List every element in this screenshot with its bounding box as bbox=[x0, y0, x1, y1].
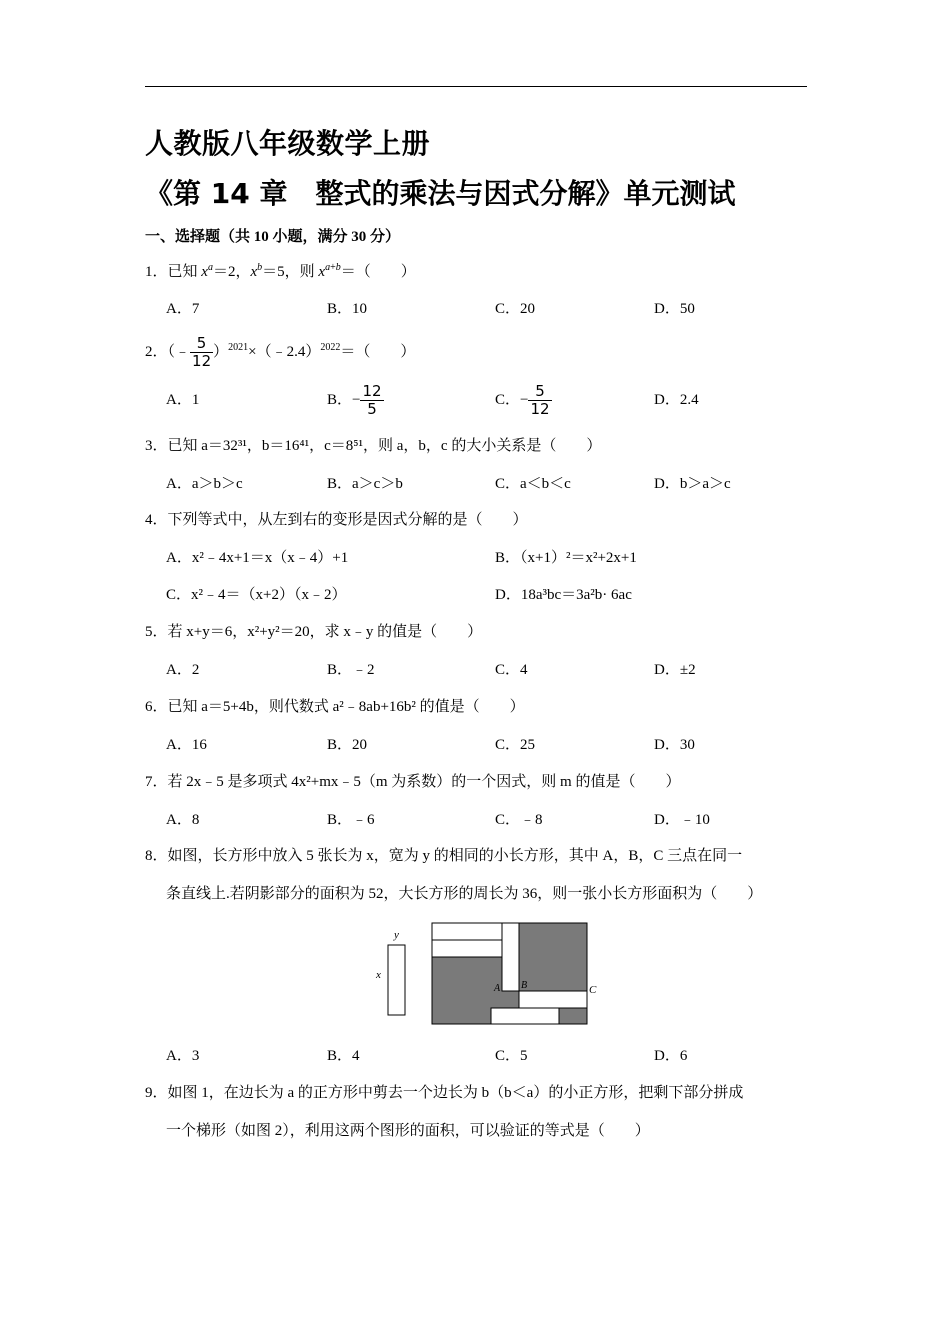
q4-option-c: C．x²﹣4＝（x+2）（x﹣2） bbox=[166, 587, 347, 603]
q6-option-b: B．20 bbox=[327, 737, 368, 753]
q1-option-c: C．20 bbox=[495, 301, 536, 317]
question-3: 3．已知 a＝32³¹，b＝16⁴¹，c＝8⁵¹，则 a，b，c 的大小关系是（ ） bbox=[145, 438, 602, 454]
small-rectangle bbox=[388, 945, 405, 1015]
q6-option-d: D．30 bbox=[654, 737, 695, 753]
q4-option-a: A．x²﹣4x+1＝x（x﹣4）+1 bbox=[166, 550, 349, 566]
question-8-line2: 条直线上.若阴影部分的面积为 52，大长方形的周长为 36，则一张小长方形面积为（ ） bbox=[166, 886, 763, 902]
label-C: C bbox=[589, 984, 597, 996]
question-8-line1: 8．如图，长方形中放入 5 张长为 x，宽为 y 的相同的小长方形，其中 A，B，C 三点在同一 bbox=[145, 848, 743, 864]
q4-option-b: B．（x+1）²＝x²+2x+1 bbox=[495, 550, 637, 566]
page-subtitle: 《第 14 章 整式的乘法与因式分解》单元测试 bbox=[145, 177, 736, 210]
question-2: 2．（﹣ $\frac{5}{12}$ ）$^{2021}$×（﹣2.4）$^{2022}$＝（ ） bbox=[145, 334, 416, 371]
q6-option-c: C．25 bbox=[495, 737, 536, 753]
rect-bottom bbox=[491, 1008, 559, 1024]
q7-option-c: C．﹣8 bbox=[495, 812, 543, 828]
question-1: 1．已知 $x^a=2$，$x^b=5$，则 $x^{a+b}=$（ ） bbox=[145, 262, 416, 280]
q5-option-a: A．2 bbox=[166, 662, 200, 678]
label-x: x bbox=[376, 969, 381, 981]
label-B: B bbox=[521, 980, 528, 991]
question-9-line1: 9．如图 1，在边长为 a 的正方形中剪去一个边长为 b（b＜a）的小正方形，把剩下部分拼成 bbox=[145, 1085, 744, 1101]
rect-middle bbox=[519, 991, 587, 1008]
page-title: 人教版八年级数学上册 bbox=[145, 127, 431, 160]
question-7: 7．若 2x﹣5 是多项式 4x²+mx﹣5（m 为系数）的一个因式，则 m 的值是（ ） bbox=[145, 774, 681, 790]
label-A: A bbox=[494, 983, 501, 994]
q4-option-d: D．18a³bc＝3a²b· 6ac bbox=[495, 587, 632, 603]
q2-option-b: B．− $\frac{12}{5}$ bbox=[327, 382, 382, 419]
question-9-line2: 一个梯形（如图 2），利用这两个图形的面积，可以验证的等式是（ ） bbox=[166, 1123, 650, 1139]
q7-option-a: A．8 bbox=[166, 812, 200, 828]
q3-option-a: A．a＞b＞c bbox=[166, 476, 243, 492]
q7-option-d: D．﹣10 bbox=[654, 812, 710, 828]
question-4: 4．下列等式中，从左到右的变形是因式分解的是（ ） bbox=[145, 512, 528, 528]
q2-option-a: A．1 bbox=[166, 392, 200, 408]
q8-option-c: C．5 bbox=[495, 1048, 528, 1064]
question-6: 6．已知 a＝5+4b，则代数式 a²﹣8ab+16b² 的值是（ ） bbox=[145, 699, 525, 715]
header-rule bbox=[145, 86, 807, 87]
label-y: y bbox=[394, 929, 399, 941]
q3-option-b: B．a＞c＞b bbox=[327, 476, 403, 492]
q3-option-d: D．b＞a＞c bbox=[654, 476, 731, 492]
q8-option-a: A．3 bbox=[166, 1048, 200, 1064]
q5-option-d: D．±2 bbox=[654, 662, 696, 678]
question-5: 5．若 x+y＝6，x²+y²＝20，求 x﹣y 的值是（ ） bbox=[145, 624, 483, 640]
q3-option-c: C．a＜b＜c bbox=[495, 476, 571, 492]
rect-top-2 bbox=[432, 940, 502, 957]
q2-option-d: D．2.4 bbox=[654, 392, 699, 408]
q1-option-a: A．7 bbox=[166, 301, 200, 317]
q2-option-c: C．− $\frac{5}{12}$ bbox=[495, 382, 550, 419]
q1-option-b: B．10 bbox=[327, 301, 368, 317]
rect-top-1 bbox=[432, 923, 502, 940]
q1-option-d: D．50 bbox=[654, 301, 695, 317]
q8-option-b: B．4 bbox=[327, 1048, 360, 1064]
q8-figure bbox=[370, 920, 600, 1030]
q7-option-b: B．﹣6 bbox=[327, 812, 375, 828]
q2-fraction: $\frac{5}{12}$ bbox=[192, 334, 212, 371]
q8-option-d: D．6 bbox=[654, 1048, 688, 1064]
q6-option-a: A．16 bbox=[166, 737, 207, 753]
q5-option-b: B．﹣2 bbox=[327, 662, 375, 678]
rect-vertical bbox=[502, 923, 519, 991]
section-heading: 一、选择题（共 10 小题，满分 30 分） bbox=[145, 229, 401, 245]
q5-option-c: C．4 bbox=[495, 662, 528, 678]
